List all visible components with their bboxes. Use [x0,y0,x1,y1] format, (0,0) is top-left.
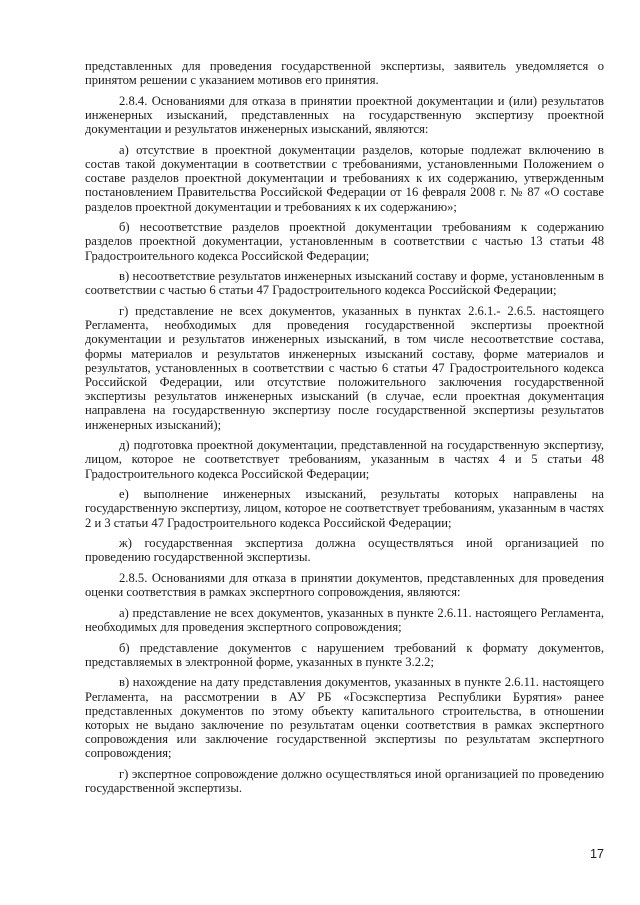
paragraph-item-g-2: г) экспертное сопровождение должно осуществляться иной организацией по проведению государственной экспертизы. [85,767,604,796]
paragraph-section-2-8-5: 2.8.5. Основаниями для отказа в принятии документов, представленных для проведения оценки соответствия в рамках экспертного сопровождения, являются: [85,571,604,600]
paragraph-item-zh: ж) государственная экспертиза должна осуществляться иной организацией по проведению государственной экспертизы. [85,536,604,565]
paragraph-item-g: г) представление не всех документов, указанных в пунктах 2.6.1.- 2.6.5. настоящего Регламента, необходимых для проведения государственной экспертизы проектной документации и результатов инженерных изысканий, в том числе несоответствие состава, формы материалов и результатов инженерных изысканий составу, форме материалов и результатов, установленных в соответствии с частью 6 статьи 47 Градостроительного кодекса Российской Федерации, или отсутствие положительного заключения государственной экспертизы результатов инженерных изысканий (в случае, если проектная документация направлена на государственную экспертизу после государственной экспертизы результатов инженерных изысканий); [85,304,604,432]
paragraph-continuation: представленных для проведения государственной экспертизы, заявитель уведомляется о принятом решении с указанием мотивов его принятия. [85,59,604,88]
paragraph-section-2-8-4: 2.8.4. Основаниями для отказа в принятии проектной документации и (или) результатов инженерных изысканий, представленных на государственную экспертизу проектной документации и результатов инженерных изысканий, являются: [85,93,604,137]
document-body [85,59,604,802]
paragraph-item-a: а) отсутствие в проектной документации разделов, которые подлежат включению в состав такой документации в соответствии с требованиями, установленными Положением о составе разделов проектной документации и требованиях к их содержанию, утвержденным постановлением Правительства Российской Федерации от 16 февраля 2008 г. № 87 «О составе разделов проектной документации и требованиях к их содержанию»; [85,142,604,214]
paragraph-item-v: в) несоответствие результатов инженерных изысканий составу и форме, установленным в соответствии с частью 6 статьи 47 Градостроительного кодекса Российской Федерации; [85,269,604,298]
paragraph-item-d: д) подготовка проектной документации, представленной на государственную экспертизу, лицом, которое не соответствует требованиям, указанным в частях 4 и 5 статьи 48 Градостроительного кодекса Российской Федерации; [85,438,604,481]
page-number: 17 [589,847,604,861]
paragraph-item-v-2: в) нахождение на дату представления документов, указанных в пункте 2.6.11. настоящего Регламента, на рассмотрении в АУ РБ «Госэкспертиза Республики Бурятия» ранее представленных документов по этому объекту капитального строительства, в отношении которых не выдано заключение по результатам оценки соответствия в рамках экспертного сопровождения или заключение государственной экспертизы по результатам экспертного сопровождения; [85,675,604,761]
paragraph-item-b: б) несоответствие разделов проектной документации требованиям к содержанию разделов проектной документации, установленным в соответствии с частью 13 статьи 48 Градостроительного кодекса Российской Федерации; [85,220,604,263]
paragraph-item-b-2: б) представление документов с нарушением требований к формату документов, представляемых в электронной форме, указанных в пункте 3.2.2; [85,640,604,669]
paragraph-item-e: е) выполнение инженерных изысканий, результаты которых направлены на государственную экспертизу, лицом, которое не соответствует требованиям, указанным в частях 2 и 3 статьи 47 Градостроительного кодекса Российской Федерации; [85,487,604,530]
paragraph-item-a-2: а) представление не всех документов, указанных в пункте 2.6.11. настоящего Регламента, необходимых для проведения экспертного сопровождения; [85,605,604,635]
